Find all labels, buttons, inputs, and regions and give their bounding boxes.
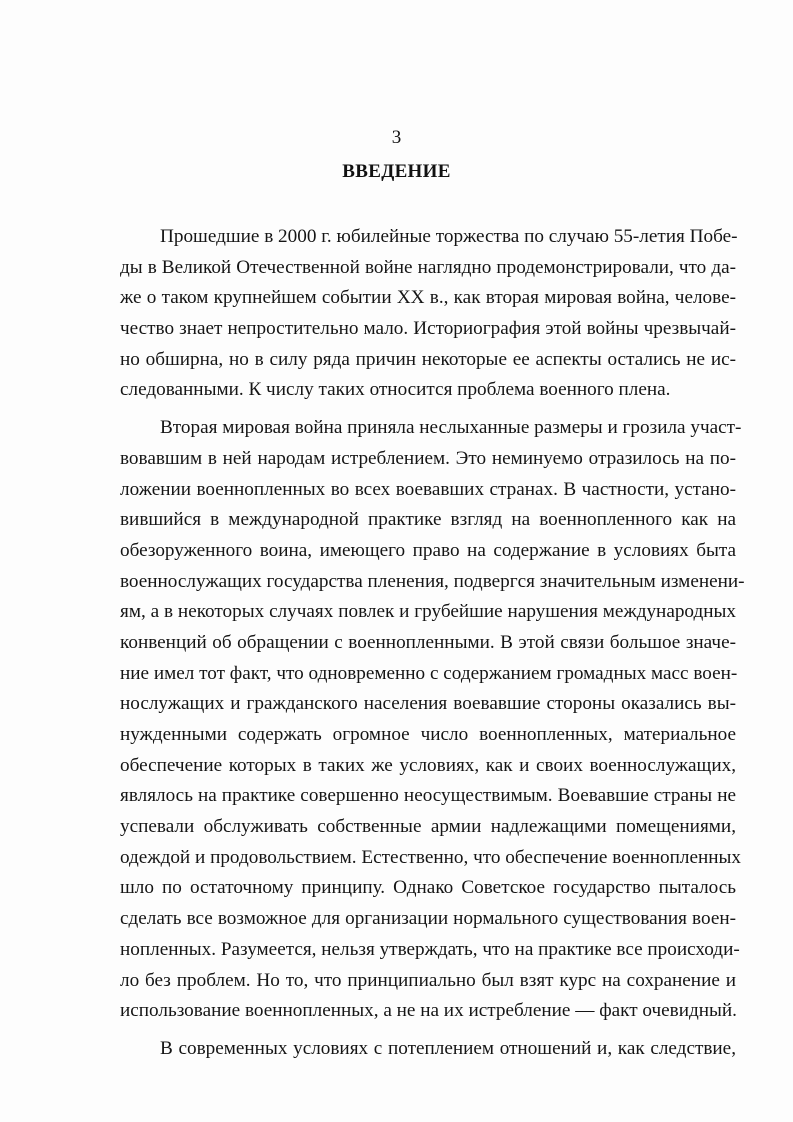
text-line: Вторая мировая война приняла неслыханные размеры и грозила участ- (160, 417, 742, 439)
text-line: обеспечение которых в таких же условиях, как и своих военнослужащих, (120, 754, 736, 776)
text-line: Прошедшие в 2000 г. юбилейные торжества по случаю 55-летия Побе- (160, 226, 738, 247)
paragraph-gap (120, 1027, 736, 1034)
text-line: же о таком крупнейшем событии XX в., как вторая мировая война, челове- (120, 287, 736, 309)
text-line: шло по остаточному принципу. Однако Советское государство пыталось (120, 877, 736, 899)
text-line: следованными. К числу таких относится проблема военного плена. (120, 379, 671, 401)
text-line: ды в Великой Отечественной войне наглядно продемонстрировали, что да- (120, 256, 736, 278)
text-line: но обширна, но в силу ряда причин некоторые ее аспекты остались не ис- (120, 348, 736, 370)
text-line: вовавшим в ней народам истреблением. Это неминуемо отразилось на по- (120, 447, 736, 469)
text-line: В современных условиях с потеплением отношений и, как следствие, (160, 1037, 736, 1059)
text-line: ние имел тот факт, что одновременно с содержанием громадных масс воен- (120, 662, 738, 684)
text-line: военнослужащих государства пленения, подвергся значительным изменени- (120, 570, 745, 592)
paragraph-gap (120, 406, 736, 413)
text-line: сделать все возможное для организации нормального существования воен- (120, 908, 736, 930)
text-line: нослужащих и гражданского населения воевавшие стороны оказались вы- (120, 693, 736, 715)
text-line: использование военнопленных, а не на их истребление — факт очевидный. (120, 1000, 737, 1022)
body-text (120, 222, 745, 1065)
text-line: одеждой и продовольствием. Естественно, что обеспечение военнопленных (120, 846, 741, 868)
text-line: являлось на практике совершенно неосуществимым. Воевавшие страны не (120, 785, 736, 807)
text-line: нопленных. Разумеется, нельзя утверждать, что на практике все происходи- (120, 938, 740, 960)
section-heading: ВВЕДЕНИЕ (342, 161, 451, 182)
text-line: конвенций об обращении с военнопленными. В этой связи большое значе- (120, 631, 736, 653)
text-line: чество знает непростительно мало. Историография этой войны чрезвычай- (120, 318, 736, 340)
text-line: успевали обслуживать собственные армии надлежащими помещениями, (120, 816, 736, 838)
page-number: 3 (391, 127, 402, 148)
text-line: вившийся в международной практике взгляд на военнопленного как на (120, 509, 736, 531)
text-line: нужденными содержать огромное число военнопленных, материальное (120, 724, 736, 745)
text-line: обезоруженного воина, имеющего право на содержание в условиях быта (120, 539, 736, 561)
text-line: ложении военнопленных во всех воевавших странах. В частности, устано- (120, 478, 736, 500)
text-line: ям, а в некоторых случаях повлек и грубейшие нарушения международных (120, 601, 736, 623)
text-line: ло без проблем. Но то, что принципиально был взят курс на сохранение и (120, 969, 736, 991)
